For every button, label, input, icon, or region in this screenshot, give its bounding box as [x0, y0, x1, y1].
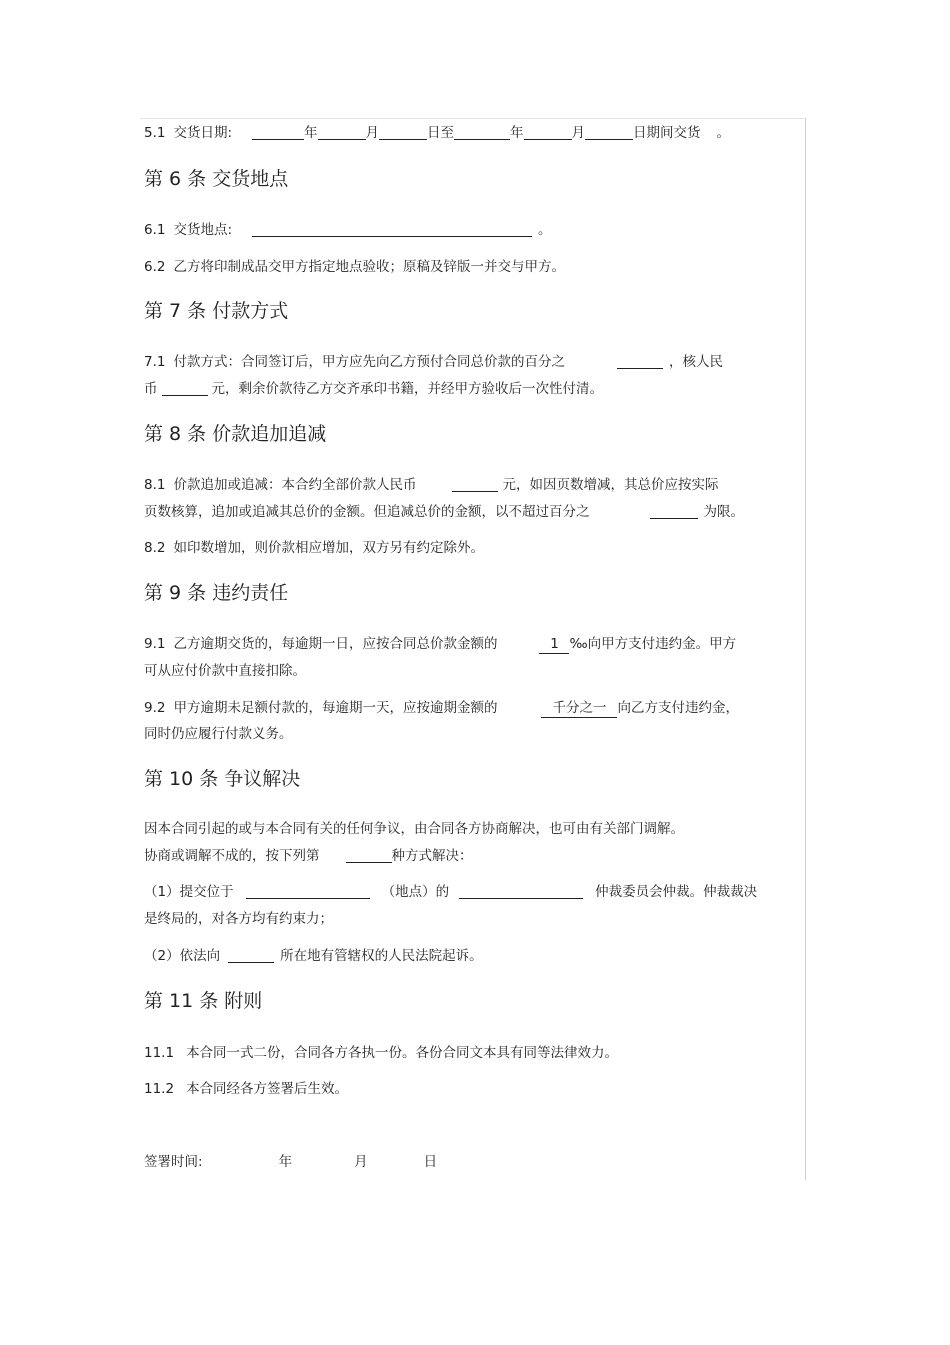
clause-number: 6.2: [144, 259, 166, 275]
clause-text: 本合同一式二份，合同各方各执一份。各份合同文本具有同等法律效力。: [186, 1045, 619, 1061]
clause-9-2-line1: [144, 699, 739, 718]
month-unit: 月: [354, 1154, 368, 1170]
dispute-option-1-line2: 是终局的，对各方均有约束力；: [144, 911, 333, 927]
clause-9-1-line1: [144, 635, 736, 654]
section-6-heading: 第 6 条 交货地点: [144, 168, 289, 190]
year-blank[interactable]: [252, 125, 304, 140]
clause-number: 8.2: [144, 540, 166, 556]
clause-text: 币: [144, 381, 158, 397]
clause-text: 乙方逾期交货的，每逾期一日，应按合同总价款金额的: [173, 636, 498, 652]
clause-number: 6.1: [144, 222, 166, 238]
label: 交货地点:: [173, 222, 233, 238]
clause-text: 同时仍应履行付款义务。: [144, 726, 293, 742]
clause-7-1-line1: [144, 353, 723, 371]
clause-number: 9.2: [144, 700, 166, 716]
clause-8-2: [144, 539, 484, 557]
clause-9-1-line2: [144, 662, 306, 680]
dispute-option-2: [144, 947, 483, 965]
clause-7-1-line2: [144, 380, 603, 398]
clause-8-1-line1: [144, 476, 718, 494]
clause-11-2: [144, 1080, 348, 1098]
clause-text: 本合同经各方签署后生效。: [186, 1081, 349, 1097]
clause-text: 如印数增加，则价款相应增加，双方另有约定除外。: [173, 540, 484, 556]
month-blank-2[interactable]: [524, 125, 572, 140]
signing-date-row: [144, 1153, 437, 1171]
clause-text: 协商或调解不成的，按下列第: [144, 848, 320, 864]
day-blank-2[interactable]: [585, 125, 633, 140]
month-blank[interactable]: [318, 125, 366, 140]
clause-text: 可从应付价款中直接扣除。: [144, 663, 306, 679]
clause-text: 价款追加或追减：本合约全部价款人民币: [173, 477, 417, 493]
section-9-heading: 第 9 条 违约责任: [144, 582, 289, 604]
clause-number: 9.1: [144, 636, 166, 652]
day-blank[interactable]: [379, 125, 427, 140]
clause-text: 元，如因页数增减，其总价应按实际: [502, 477, 719, 493]
section-8-heading: 第 8 条 价款追加追减: [144, 423, 327, 445]
clause-text: ‰向甲方支付违约金。甲方: [569, 636, 737, 652]
dispute-option-1-line1: [144, 883, 757, 901]
period: 。: [538, 222, 552, 238]
amount-blank[interactable]: [452, 477, 498, 492]
clause-6-1: [144, 221, 552, 239]
clause-text: 仲裁委员会仲裁。仲裁裁决: [595, 884, 758, 900]
option-blank[interactable]: [346, 848, 392, 863]
clause-text: 付款方式：合同签订后，甲方应先向乙方预付合同总价款的百分之: [173, 354, 565, 370]
section-11-heading: 第 11 条 附则: [144, 990, 263, 1012]
location-blank[interactable]: [252, 222, 532, 237]
clause-number: 8.1: [144, 477, 166, 493]
clause-5-1: [144, 124, 730, 142]
penalty-rate-value[interactable]: 1: [539, 635, 569, 654]
signing-date-label: 签署时间:: [144, 1154, 203, 1170]
clause-text: （2）依法向: [144, 948, 221, 964]
clause-number: 11.2: [144, 1081, 175, 1097]
dispute-paragraph-2: [144, 847, 473, 865]
clause-text: （1）提交位于: [144, 884, 234, 900]
month-unit-2: 月: [571, 125, 586, 141]
day-unit: 日: [423, 1154, 438, 1170]
clause-11-1: [144, 1044, 618, 1062]
day-to-unit: 日至: [427, 125, 455, 141]
clause-text: 乙方将印制成品交甲方指定地点验收；原稿及锌版一并交与甲方。: [173, 259, 565, 275]
clause-number: 7.1: [144, 354, 166, 370]
section-10-heading: 第 10 条 争议解决: [144, 768, 301, 790]
clause-6-2: [144, 258, 565, 276]
clause-text: 为限。: [703, 504, 744, 520]
percent-blank[interactable]: [650, 504, 698, 519]
clause-text: 所在地有管辖权的人民法院起诉。: [280, 948, 483, 964]
clause-text: （地点）的: [381, 884, 450, 900]
clause-text: 甲方逾期未足额付款的，每逾期一天，应按逾期金额的: [173, 700, 498, 716]
clause-text: 页数核算，追加或追减其总价的金额。但追减总价的金额，以不超过百分之: [144, 504, 590, 520]
percent-blank[interactable]: [617, 354, 663, 369]
year-blank-2[interactable]: [454, 125, 510, 140]
clause-text: 种方式解决：: [391, 848, 473, 864]
clause-8-1-line2: [144, 503, 744, 521]
clause-text: ，核人民: [668, 354, 723, 370]
period: 。: [716, 125, 731, 141]
clause-number: 11.1: [144, 1045, 175, 1061]
penalty-rate-value[interactable]: 千分之一: [541, 699, 617, 718]
clause-text: 向乙方支付违约金，: [617, 700, 739, 716]
year-unit-2: 年: [510, 125, 524, 141]
court-location-blank[interactable]: [228, 948, 274, 963]
section-7-heading: 第 7 条 付款方式: [144, 300, 289, 322]
dispute-paragraph-1: 因本合同引起的或与本合同有关的任何争议，由合同各方协商解决，也可由有关部门调解。: [144, 821, 684, 837]
amount-blank[interactable]: [162, 381, 208, 396]
arbitration-location-blank[interactable]: [246, 884, 370, 899]
clause-number: 5.1: [144, 125, 166, 141]
clause-text: 元，剩余价款待乙方交齐承印书籍，并经甲方验收后一次性付清。: [211, 381, 603, 397]
month-unit: 月: [365, 125, 380, 141]
year-unit: 年: [278, 1154, 293, 1170]
year-unit: 年: [304, 125, 318, 141]
clause-9-2-line2: [144, 725, 293, 743]
label: 交货日期:: [173, 125, 233, 141]
arbitration-commission-blank[interactable]: [459, 884, 583, 899]
day-period-unit: 日期间交货: [633, 125, 701, 141]
